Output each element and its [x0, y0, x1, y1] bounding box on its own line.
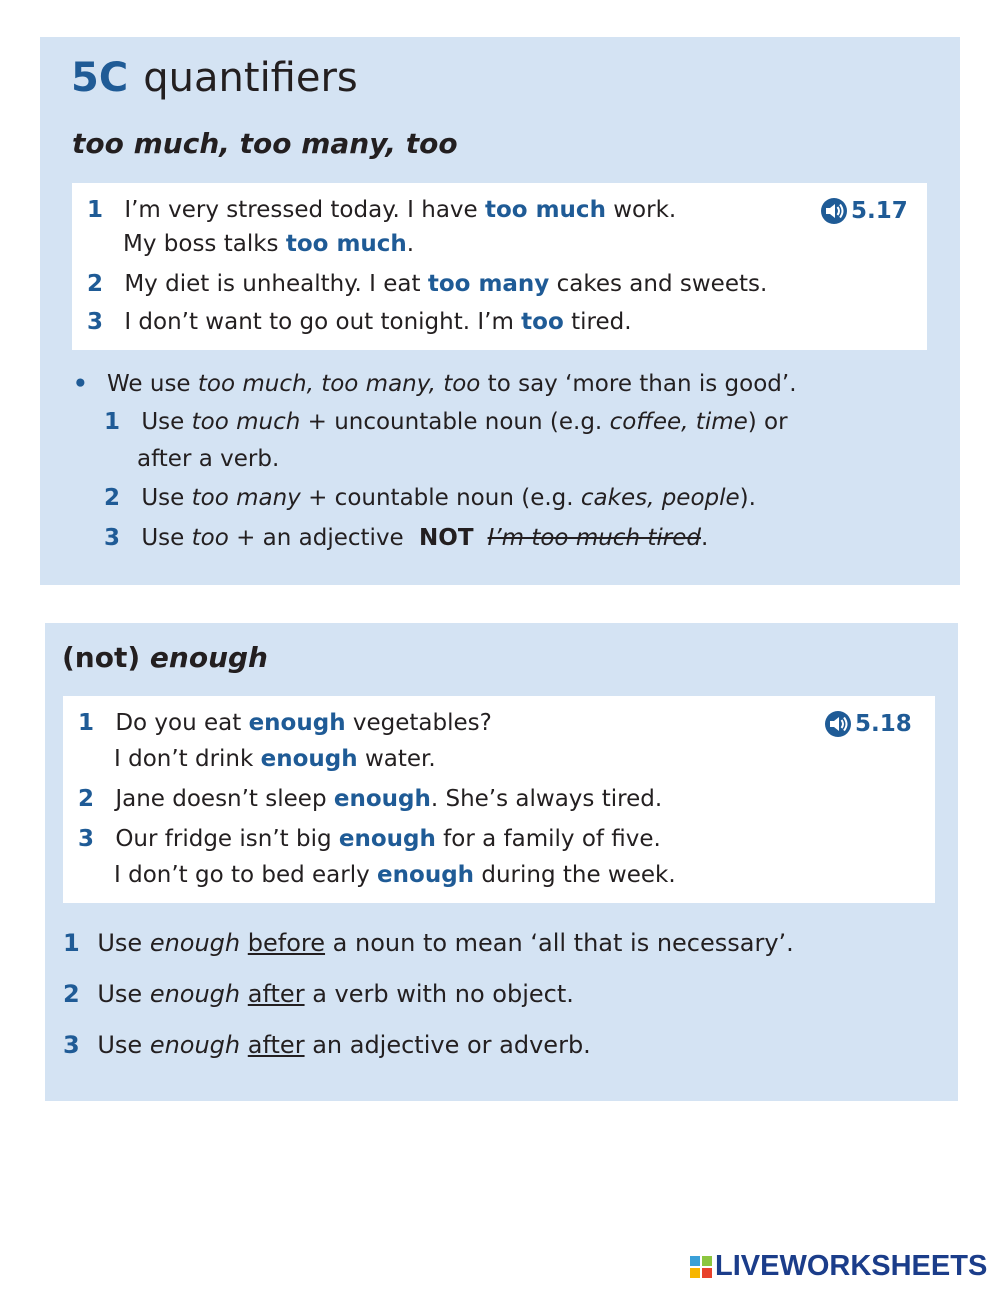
- logo-square: [702, 1256, 712, 1266]
- rule-text: + an adjective: [228, 525, 412, 551]
- keyword: enough: [248, 710, 346, 736]
- section-header: [71, 55, 358, 101]
- rule-underlined: before: [247, 929, 326, 957]
- usage-intro: [73, 371, 797, 397]
- rule-text: ).: [739, 485, 756, 511]
- usage-rule-3: [104, 525, 708, 551]
- rule-text: ) or: [747, 409, 788, 435]
- enough-rule-2: [63, 980, 574, 1008]
- subheading-too: too much, too many, too: [72, 127, 458, 160]
- example-3: [87, 309, 632, 335]
- rule-number: 3: [63, 1031, 80, 1059]
- subheading-part: enough: [140, 641, 268, 674]
- audio-track-number: 5.18: [855, 711, 912, 737]
- note-text: to say ‘more than is good’.: [480, 371, 797, 397]
- subheading-part: (not): [62, 641, 141, 674]
- example-text: I’m very stressed today. I have: [124, 197, 485, 223]
- example-text: I don’t go to bed early: [114, 862, 378, 888]
- logo-grid-icon: [690, 1256, 712, 1278]
- enough-rule-3: [63, 1031, 591, 1059]
- rule-text: + countable noun (e.g.: [300, 485, 581, 511]
- rule-number: 3: [104, 525, 121, 551]
- example-3-line-1: [78, 826, 661, 852]
- rule-text: Use: [97, 980, 150, 1008]
- example-number: 3: [87, 309, 104, 335]
- keyword: too many: [427, 271, 550, 297]
- example-number: 2: [87, 271, 104, 297]
- example-3-line-2: [114, 862, 676, 888]
- note-italic: too much, too many, too: [197, 371, 481, 397]
- enough-rule-1: [63, 929, 794, 957]
- not-marker: NOT: [419, 525, 474, 551]
- note-text: We use: [107, 371, 198, 397]
- rule-italic: too: [191, 525, 229, 551]
- example-text: My boss talks: [123, 231, 286, 257]
- example-text: vegetables?: [345, 710, 492, 736]
- audio-track-number: 5.17: [851, 198, 908, 224]
- example-1-line-2: [123, 231, 414, 257]
- rule-text: + uncountable noun (e.g.: [300, 409, 610, 435]
- examples-box: [63, 696, 935, 903]
- enough-panel: [45, 623, 958, 1101]
- speaker-icon: [820, 197, 848, 225]
- example-text: Our fridge isn’t big: [115, 826, 339, 852]
- keyword: too: [521, 309, 564, 335]
- usage-rule-1: [104, 409, 788, 435]
- rule-text: Use: [97, 1031, 150, 1059]
- example-number: 2: [78, 786, 95, 812]
- example-number: 1: [87, 197, 104, 223]
- bullet: •: [73, 371, 88, 397]
- unit-code: 5C: [71, 55, 129, 101]
- rule-italic: too many: [191, 485, 301, 511]
- example-1-line-2: [114, 746, 436, 772]
- example-number: 1: [78, 710, 95, 736]
- usage-rule-2: [104, 485, 756, 511]
- example-text: for a family of five.: [435, 826, 661, 852]
- keyword: too much: [285, 231, 407, 257]
- rule-text: Use: [141, 485, 192, 511]
- example-2: [78, 786, 662, 812]
- rule-text: a verb with no object.: [304, 980, 574, 1008]
- rule-text: Use: [97, 929, 150, 957]
- rule-space: [240, 1031, 248, 1059]
- rule-text: Use: [141, 409, 192, 435]
- rule-space: [240, 929, 248, 957]
- rule-example: cakes, people: [580, 485, 740, 511]
- rule-text: an adjective or adverb.: [304, 1031, 591, 1059]
- rule-space: [240, 980, 248, 1008]
- logo-square: [690, 1268, 700, 1278]
- example-text: .: [406, 231, 415, 257]
- audio-button[interactable]: [820, 197, 908, 225]
- rule-text: a noun to mean ‘all that is necessary’.: [325, 929, 794, 957]
- audio-button[interactable]: [824, 710, 912, 738]
- rule-underlined: after: [247, 980, 305, 1008]
- example-text: My diet is unhealthy. I eat: [124, 271, 428, 297]
- rule-italic: too much: [191, 409, 301, 435]
- subheading-enough: [62, 641, 268, 674]
- keyword: enough: [333, 786, 431, 812]
- incorrect-example: I’m too much tired: [487, 525, 701, 551]
- rule-italic: enough: [149, 1031, 241, 1059]
- example-1-line-1: [78, 710, 492, 736]
- example-text: Jane doesn’t sleep: [115, 786, 334, 812]
- example-text: . She’s always tired.: [430, 786, 663, 812]
- rule-text: Use: [141, 525, 192, 551]
- rule-italic: enough: [149, 980, 241, 1008]
- example-text: I don’t want to go out tonight. I’m: [124, 309, 522, 335]
- brand-name: LIVEWORKSHEETS: [715, 1250, 988, 1282]
- example-text: cakes and sweets.: [549, 271, 768, 297]
- logo-square: [702, 1268, 712, 1278]
- section-title: quantifiers: [143, 55, 358, 101]
- rule-text: .: [700, 525, 709, 551]
- keyword: enough: [377, 862, 475, 888]
- keyword: enough: [338, 826, 436, 852]
- example-text: work.: [605, 197, 677, 223]
- usage-rule-1-line-2: after a verb.: [137, 446, 280, 472]
- examples-box: [72, 183, 927, 350]
- example-text: water.: [357, 746, 436, 772]
- speaker-icon: [824, 710, 852, 738]
- rule-number: 2: [104, 485, 121, 511]
- example-1-line-1: [87, 197, 676, 223]
- logo-square: [690, 1256, 700, 1266]
- rule-underlined: after: [247, 1031, 305, 1059]
- example-text: during the week.: [474, 862, 676, 888]
- rule-number: 1: [63, 929, 80, 957]
- example-text: I don’t drink: [114, 746, 261, 772]
- rule-number: 1: [104, 409, 121, 435]
- rule-italic: enough: [149, 929, 241, 957]
- example-text: Do you eat: [115, 710, 249, 736]
- example-2: [87, 271, 767, 297]
- quantifiers-panel: [40, 37, 960, 585]
- example-number: 3: [78, 826, 95, 852]
- liveworksheets-logo[interactable]: [690, 1250, 987, 1283]
- rule-example: coffee, time: [609, 409, 748, 435]
- rule-number: 2: [63, 980, 80, 1008]
- example-text: tired.: [563, 309, 632, 335]
- keyword: too much: [484, 197, 606, 223]
- keyword: enough: [260, 746, 358, 772]
